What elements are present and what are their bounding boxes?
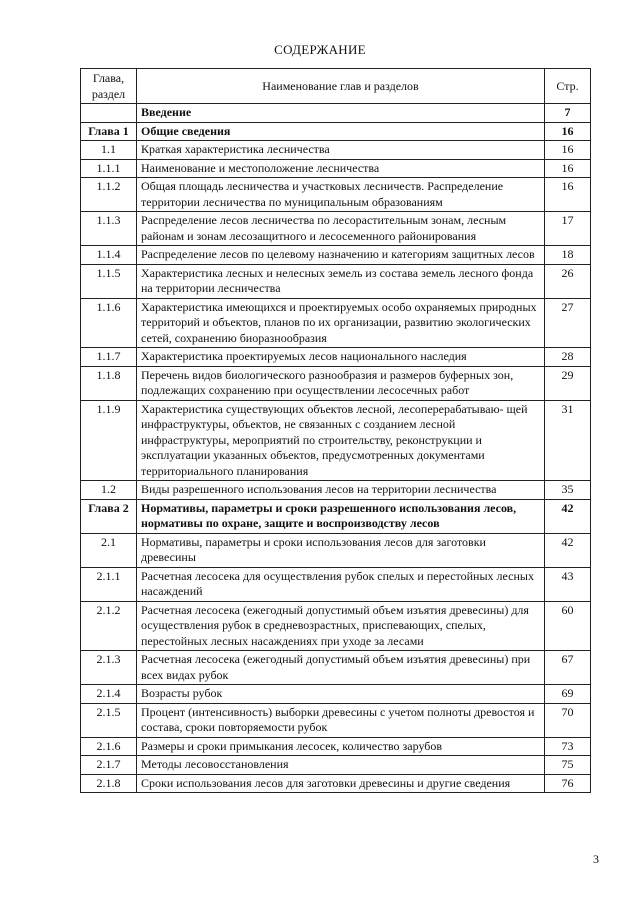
section-title: Размеры и сроки примыкания лесосек, количество зарубов <box>137 737 545 756</box>
section-title: Виды разрешенного использования лесов на территории лесничества <box>137 481 545 500</box>
column-header-page: Стр. <box>545 69 591 104</box>
table-row <box>81 601 591 651</box>
section-number: 1.1.7 <box>81 348 137 367</box>
section-page: 16 <box>545 178 591 212</box>
section-title: Процент (интенсивность) выборки древесины с учетом полноты древостоя и состава, сроки повторяемости рубок <box>137 703 545 737</box>
section-number: 1.1.6 <box>81 298 137 348</box>
section-page: 18 <box>545 246 591 265</box>
section-number: 2.1 <box>81 533 137 567</box>
table-row <box>81 651 591 685</box>
section-page: 75 <box>545 756 591 775</box>
section-title: Распределение лесов лесничества по лесорастительным зонам, лесным районам и зонам лесозащитного и лесосеменного районирования <box>137 212 545 246</box>
section-number: 2.1.5 <box>81 703 137 737</box>
section-page: 31 <box>545 400 591 481</box>
table-row <box>81 756 591 775</box>
section-title: Нормативы, параметры и сроки разрешенного использования лесов, нормативы по охране, защите и воспроизводству лесов <box>137 499 545 533</box>
section-number: 1.1.8 <box>81 366 137 400</box>
section-title: Нормативы, параметры и сроки использования лесов для заготовки древесины <box>137 533 545 567</box>
table-header-row <box>81 69 591 104</box>
table-row <box>81 703 591 737</box>
section-page: 76 <box>545 774 591 793</box>
section-title: Характеристика существующих объектов лесной, лесоперерабатываю- щей инфраструктуры, объектов, не связанных с созданием лесной инфраструктуры, мероприятий по строительству, реконструкции и эксплуатации указанных объектов, предусмотренных документами территориального планирования <box>137 400 545 481</box>
table-row <box>81 246 591 265</box>
section-title: Наименование и местоположение лесничества <box>137 159 545 178</box>
section-number: 2.1.2 <box>81 601 137 651</box>
table-row <box>81 298 591 348</box>
section-page: 60 <box>545 601 591 651</box>
section-number <box>81 104 137 123</box>
table-row <box>81 567 591 601</box>
section-title: Перечень видов биологического разнообразия и размеров буферных зон, подлежащих сохранению при осуществлении лесосечных работ <box>137 366 545 400</box>
section-title: Расчетная лесосека (ежегодный допустимый объем изъятия древесины) для осуществления рубок в средневозрастных, приспевающих, спелых, перестойных лесных насаждениях при уходе за лесами <box>137 601 545 651</box>
section-page: 70 <box>545 703 591 737</box>
section-number: 1.1 <box>81 141 137 160</box>
section-title: Общие сведения <box>137 122 545 141</box>
table-row <box>81 141 591 160</box>
section-title: Характеристика проектируемых лесов национального наследия <box>137 348 545 367</box>
table-of-contents <box>80 68 591 793</box>
table-row <box>81 122 591 141</box>
section-page: 35 <box>545 481 591 500</box>
section-page: 17 <box>545 212 591 246</box>
section-number: 2.1.1 <box>81 567 137 601</box>
section-number: Глава 2 <box>81 499 137 533</box>
section-page: 16 <box>545 141 591 160</box>
section-page: 16 <box>545 122 591 141</box>
document-title: СОДЕРЖАНИЕ <box>274 42 366 57</box>
table-row <box>81 774 591 793</box>
section-title: Общая площадь лесничества и участковых лесничеств. Распределение территории лесничества по муниципальным образованиям <box>137 178 545 212</box>
section-number: 1.2 <box>81 481 137 500</box>
section-number: 2.1.6 <box>81 737 137 756</box>
section-page: 28 <box>545 348 591 367</box>
table-row <box>81 178 591 212</box>
table-row <box>81 400 591 481</box>
table-row <box>81 264 591 298</box>
section-page: 16 <box>545 159 591 178</box>
section-page: 73 <box>545 737 591 756</box>
table-row <box>81 348 591 367</box>
section-title: Характеристика имеющихся и проектируемых особо охраняемых природных территорий и объектов, планов по их организации, развитию экологических сетей, сохранению биоразнообразия <box>137 298 545 348</box>
section-number: Глава 1 <box>81 122 137 141</box>
page-number: 3 <box>593 852 599 866</box>
section-page: 69 <box>545 685 591 704</box>
section-title: Введение <box>137 104 545 123</box>
section-title: Краткая характеристика лесничества <box>137 141 545 160</box>
section-number: 1.1.2 <box>81 178 137 212</box>
section-number: 1.1.5 <box>81 264 137 298</box>
section-number: 2.1.3 <box>81 651 137 685</box>
section-number: 1.1.9 <box>81 400 137 481</box>
table-row <box>81 685 591 704</box>
section-number: 2.1.7 <box>81 756 137 775</box>
section-title: Характеристика лесных и нелесных земель из состава земель лесного фонда на территории лесничества <box>137 264 545 298</box>
section-title: Распределение лесов по целевому назначению и категориям защитных лесов <box>137 246 545 265</box>
section-number: 2.1.8 <box>81 774 137 793</box>
section-title: Расчетная лесосека для осуществления рубок спелых и перестойных лесных насаждений <box>137 567 545 601</box>
section-number: 1.1.1 <box>81 159 137 178</box>
column-header-section: Глава, раздел <box>81 69 137 104</box>
section-title: Возрасты рубок <box>137 685 545 704</box>
table-row <box>81 212 591 246</box>
section-number: 2.1.4 <box>81 685 137 704</box>
table-row <box>81 533 591 567</box>
section-number: 1.1.3 <box>81 212 137 246</box>
column-header-title: Наименование глав и разделов <box>137 69 545 104</box>
section-title: Методы лесовосстановления <box>137 756 545 775</box>
table-body <box>81 104 591 793</box>
section-page: 67 <box>545 651 591 685</box>
section-title: Расчетная лесосека (ежегодный допустимый объем изъятия древесины) при всех видах рубок <box>137 651 545 685</box>
section-page: 27 <box>545 298 591 348</box>
section-page: 26 <box>545 264 591 298</box>
section-page: 7 <box>545 104 591 123</box>
table-row <box>81 481 591 500</box>
section-title: Сроки использования лесов для заготовки древесины и другие сведения <box>137 774 545 793</box>
section-page: 42 <box>545 533 591 567</box>
table-row <box>81 499 591 533</box>
table-row <box>81 366 591 400</box>
table-row <box>81 737 591 756</box>
section-page: 29 <box>545 366 591 400</box>
table-row <box>81 159 591 178</box>
section-page: 43 <box>545 567 591 601</box>
section-number: 1.1.4 <box>81 246 137 265</box>
table-row <box>81 104 591 123</box>
section-page: 42 <box>545 499 591 533</box>
